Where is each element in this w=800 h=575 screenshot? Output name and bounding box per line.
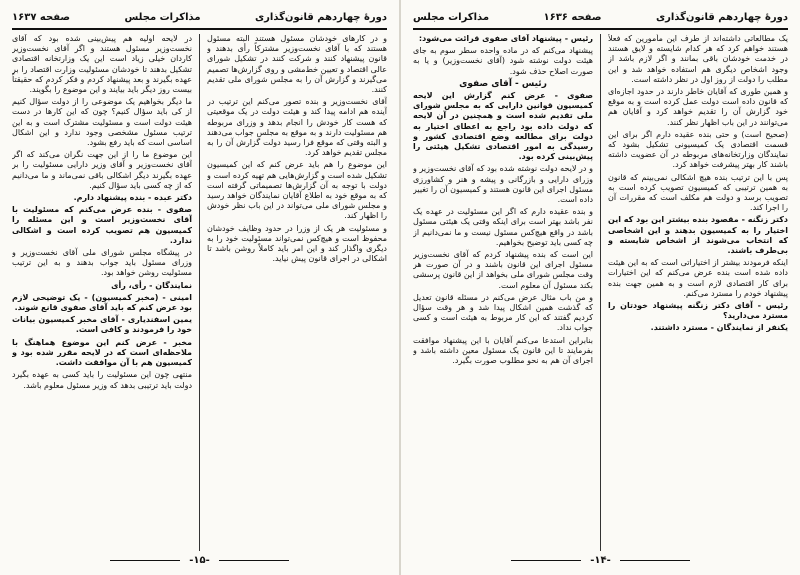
left-page-footer <box>0 555 399 571</box>
right-header-page-number: صفحه ۱۶۳۶ <box>543 11 602 23</box>
body-paragraph: پس با این ترتیب بنده هیچ اشکالی نمی‌بینم که قانون به همین ترتیبی که کمیسیون تصویب کرده است به تصویب برسد و دولت هم مکلف است که مقررات آن را اجرا کند. <box>608 172 788 213</box>
body-paragraph: منتهی چون این مسئولیت را باید کسی به عهده بگیرد دولت باید ترتیبی بدهد که وزیر مسئول معلوم باشد. <box>12 370 192 390</box>
speaker-paragraph: دکتر زنگنه - مقصود بنده بیشتر این بود که این اختیار را به کمیسیون بدهند و این اشخاصی که انتخاب می‌شوند از اشخاص شایسته و بی‌طرف باشند. <box>608 215 788 256</box>
body-paragraph: و مسئولیت هر یک از وزرا در حدود وظایف خودشان محفوظ است و هیچ‌کس نمی‌تواند مسئولیت خود را به دیگری واگذار کند و این امر باید کاملاً روشن باشد تا اشکالی در اجرای قانون پیش نیاید. <box>207 223 387 264</box>
left-page-right-column <box>207 34 387 551</box>
left-header-session: دورهٔ چهاردهم قانون‌گذاری <box>254 11 387 23</box>
left-page-number: -۱۵- <box>189 555 210 566</box>
body-paragraph: این موضوع ما را از این جهت نگران می‌کند که اگر آقای نخست‌وزیر و آقای وزیر دارایی مسئولیت را بر عهده بگیرند دیگر اشکالی باقی نمی‌ماند و ما می‌دانیم که از چه کسی باید سؤال کنیم. <box>12 150 192 190</box>
body-paragraph: آقای نخست‌وزیر و بنده تصور می‌کنم این ترتیب در آینده هم ادامه پیدا کند و هیئت دولت در یک موقعیتی که هست کار خودش را انجام بدهد و وزرای مربوطه هم مسئولیت دارند و به موقع به مجلس جواب می‌دهند و البته وقتی که موقع فرا رسید دولت گزارش آن را به مجلس تقدیم خواهد کرد. <box>207 97 387 158</box>
speaker-paragraph: رئیس - پیشنهاد آقای صفوی قرائت می‌شود: <box>418 34 593 43</box>
left-header-title: مذاکرات مجلس <box>124 11 201 23</box>
left-page-header <box>12 6 387 28</box>
speaker-paragraph: رئیس - آقای دکتر زنگنه پیشنهاد خودتان را مسترد می‌دارید؟ <box>608 301 788 321</box>
body-paragraph: این است که بنده پیشنهاد کردم که آقای نخست‌وزیر مسئول اجرای این قانون باشند و در آن صورت هر وقت مجلس شورای ملی بخواهد از این قانون پرسشی بکند مسئول آن معلوم است. <box>413 250 593 290</box>
speaker-paragraph: نمایندگان - رأی، رأی <box>111 280 192 290</box>
body-paragraph: و بنده عقیده دارم که اگر این مسئولیت در عهده یک نفر باشد بهتر است برای اینکه وقتی یک هیئتی مسئول باشد در واقع هیچ‌کس مسئول نیست و ما نمی‌دانیم از چه کسی باید توضیح بخواهیم. <box>413 207 593 247</box>
left-column-divider <box>199 34 200 551</box>
footer-rule <box>620 560 690 561</box>
left-header-page-number: صفحه ۱۶۳۷ <box>12 11 71 23</box>
body-paragraph: و در لایحه دولت نوشته شده بود که آقای نخست‌وزیر و وزرای دارایی و بازرگانی و پیشه و هنر و کشاورزی مسئول اجرای این قانون هستند و کمیسیون آن را تغییر داده است. <box>413 164 593 205</box>
speaker-heading: رئیس - آقای صفوی <box>459 78 547 89</box>
right-column-divider <box>600 34 601 551</box>
body-paragraph: بنابراین استدعا می‌کنم آقایان با این پیشنهاد موافقت بفرمایند تا این قانون یک مسئول معین داشته باشد و اجرای آن هم به نحو مطلوب صورت بگیرد. <box>413 335 593 366</box>
body-paragraph: پیشنهاد می‌کنم که در ماده واحده سطر سوم به جای هیئت دولت نوشته شود (آقای نخست‌وزیر) و یا به صورت اصلاح حذف شود. <box>413 46 593 76</box>
left-page-left-column <box>12 34 192 551</box>
body-paragraph: اینکه فرمودند بیشتر از اختیاراتی است که به این هیئت داده شده است بنده عرض می‌کنم که این اختیارات برای کار اقتصادی لازم است و به همین جهت بنده پیشنهاد خودم را مسترد می‌کنم. <box>608 258 788 298</box>
right-page-number: -۱۴- <box>590 555 611 566</box>
right-page-left-column <box>413 34 593 551</box>
body-paragraph: ما دیگر بخواهیم یک موضوعی را از دولت سؤال کنیم از کی باید سؤال کنیم؟ چون که این کارها در دست هیئت دولت است و مسئولیت مشترک است و به این ترتیب مسئول مشخصی وجود ندارد و این اشکال اساسی است که باید رفع بشود. <box>12 97 192 148</box>
right-page-footer <box>401 555 800 571</box>
speaker-paragraph: صفوی - بنده عرض می‌کنم که مسئولیت با آقای نخست‌وزیر است و این مسئله را کمیسیون هم تصویب کرده است و اشکالی ندارد. <box>12 205 192 245</box>
footer-rule <box>219 560 289 561</box>
right-header-session: دورهٔ چهاردهم قانون‌گذاری <box>655 11 788 23</box>
body-paragraph: در لایحه اولیه هم پیش‌بینی شده بود که آقای نخست‌وزیر مسئول هستند و اگر آقای نخست‌وزیر کاردان خیلی زیاد است این یک وزارتخانه اقتصادی تشکیل بدهند تا خودشان مسئولیت وزارت اقتصاد را بر عهده بگیرند و بعد پیشنهاد کردم و فکر کردم که حقیقتاً بیست روز دیگر باید بیایند و این موضوع را بگویند. <box>12 34 192 95</box>
right-page <box>401 0 800 575</box>
body-paragraph: (صحیح است) و حتی بنده عقیده دارم اگر برای این قسمت اقتصادی یک کمیسیونی تشکیل بشود که نمایندگان وزارتخانه‌های مربوطه در آن عضویت داشته باشند کار بهتر پیشرفت خواهد کرد. <box>608 129 788 170</box>
footer-rule <box>110 560 180 561</box>
left-page-columns <box>12 34 387 551</box>
right-page-columns <box>413 34 788 551</box>
speaker-paragraph: دکتر عبده - بنده پیشنهاد دارم. <box>73 193 192 203</box>
right-header-title: مذاکرات مجلس <box>413 11 490 23</box>
left-header-rule <box>12 28 387 30</box>
speaker-paragraph: امینی - (مخبر کمیسیون) - یک توضیحی لازم بود عرض کنم که باید آقای صفوی قانع شوند. <box>12 292 192 313</box>
body-paragraph: این موضوع را هم باید عرض کنم که این کمیسیون تشکیل شده است و گزارش‌هایی هم تهیه کرده است و دولت با توجه به آن گزارش‌ها تصمیماتی گرفته است که به موقع خود به اطلاع آقایان نمایندگان خواهد رسید و مجلس شورای ملی می‌تواند در این باب نظر خودش را اظهار کند. <box>207 160 387 221</box>
footer-rule <box>511 560 581 561</box>
speaker-paragraph: یمین اسفندیاری - آقای مخبر کمیسیون بیانات خود را فرمودند و کافی است. <box>12 315 192 335</box>
right-page-header <box>413 6 788 28</box>
left-page <box>0 0 399 575</box>
right-page-right-column <box>608 34 788 551</box>
body-paragraph: در پیشگاه مجلس شورای ملی آقای نخست‌وزیر و وزرای مسئول باید جواب بدهند و به این ترتیب مسئولیت روشن خواهد بود. <box>12 248 192 278</box>
speaker-paragraph: صفوی - عرض کنم گزارش این لایحه کمیسیون قوانین دارایی که به مجلس شورای ملی تقدیم شده است و همچنین در آن لایحه که دولت داده بود راجع به اعطای اختیار به دولت برای مطالعه وضع اقتصادی کشور و رسیدگی به امور اقتصادی تشکیل هیئتی را پیش‌بینی کرده بود. <box>413 91 593 162</box>
body-paragraph: و من باب مثال عرض می‌کنم در مسئله قانون تعدیل که گذشت همین اشکال پیدا شد و هر وقت سؤال کردیم گفتند که این کار مربوط به هیئت است و کسی جواب نداد. <box>413 292 593 333</box>
body-paragraph: و در کارهای خودشان مسئول هستند البته مسئول هستند که با آقای نخست‌وزیر مشترکاً رأی بدهند و قانون پیشنهاد کنند و شرکت کنند در تشکیل شورای عالی اقتصاد و تعیین خط‌مشی و روی گزارش‌ها تصمیم می‌گیرند و گزارش آن را به مجلس شورای ملی تقدیم کنند. <box>207 34 387 95</box>
speaker-paragraph: مخبر - عرض کنم این موضوع هماهنگ با ملاحظه‌ای است که در لایحه مقرر شده بود و کمیسیون هم با آن موافقت داشت. <box>12 337 192 368</box>
body-paragraph: یک مطالعاتی داشته‌اند از طرف این مأمورین که فعلاً هستند خواهم کرد که هر کدام شایسته و لایق هستند در خدمت خودشان باقی بمانند و اگر لازم باشد از وجود اشخاص دیگری هم استفاده خواهد شد و این مطلب را دولت از روز اول در نظر داشته است. <box>608 34 788 84</box>
body-paragraph: و همین طوری که آقایان خاطر دارند در حدود اجازه‌ای که قانون داده است دولت عمل کرده است و به موقع خود گزارش آن را تقدیم خواهد کرد و آقایان هم می‌توانند در این باب اظهار نظر کنند. <box>608 87 788 127</box>
speaker-paragraph: یکنفر از نمایندگان - مسترد داشتند. <box>650 323 788 333</box>
right-header-rule <box>413 28 788 30</box>
